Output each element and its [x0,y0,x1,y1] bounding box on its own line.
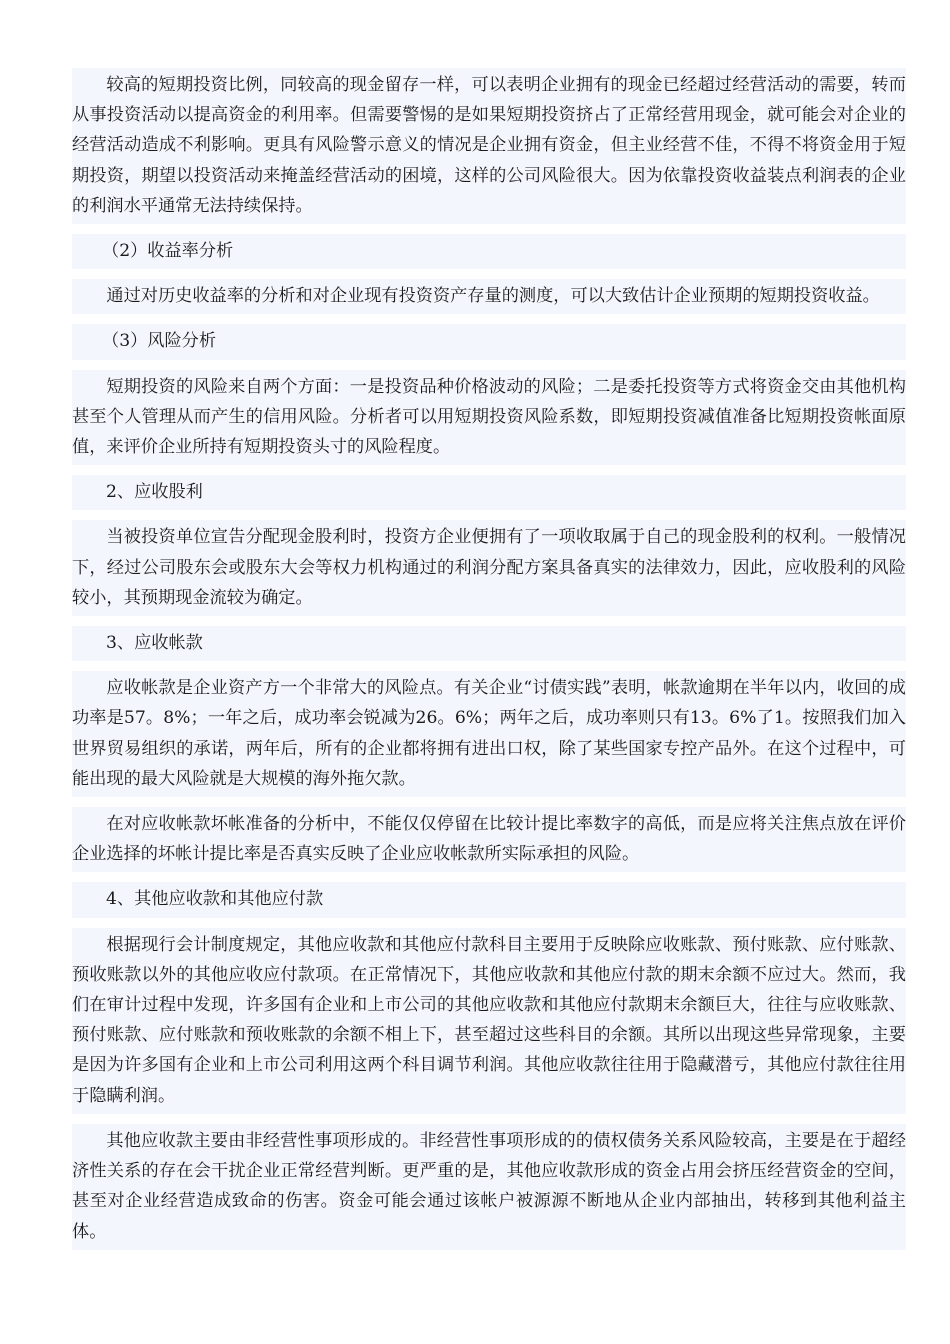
paragraph-risk: 短期投资的风险来自两个方面：一是投资品种价格波动的风险；二是委托投资等方式将资金交由其他机构甚至个人管理从而产生的信用风险。分析者可以用短期投资风险系数，即短期投资减值准备比短期投资帐面原值，来评价企业所持有短期投资头寸的风险程度。 [72,370,906,466]
paragraph-return-rate: 通过对历史收益率的分析和对企业现有投资资产存量的测度，可以大致估计企业预期的短期投资收益。 [72,279,906,314]
heading-risk-analysis: （3）风险分析 [72,324,906,359]
paragraph-bad-debt-provision: 在对应收帐款坏帐准备的分析中，不能仅仅停留在比较计提比率数字的高低，而是应将关注焦点放在评价企业选择的坏帐计提比率是否真实反映了企业应收帐款所实际承担的风险。 [72,807,906,872]
heading-accounts-receivable: 3、应收帐款 [72,626,906,661]
paragraph-other-receivables-risk: 其他应收款主要由非经营性事项形成的。非经营性事项形成的的债权债务关系风险较高，主要是在于超经济性关系的存在会干扰企业正常经营判断。更严重的是，其他应收款形成的资金占用会挤压经营资金的空间，甚至对企业经营造成致命的伤害。资金可能会通过该帐户被源源不断地从企业内部抽出，转移到其他利益主体。 [72,1124,906,1250]
paragraph-accounts-receivable: 应收帐款是企业资产方一个非常大的风险点。有关企业“讨债实践”表明，帐款逾期在半年以内，收回的成功率是57。8%；一年之后，成功率会锐减为26。6%；两年之后，成功率则只有13。6%了1。按照我们加入世界贸易组织的承诺，两年后，所有的企业都将拥有进出口权，除了某些国家专控产品外。在这个过程中，可能出现的最大风险就是大规模的海外拖欠款。 [72,671,906,797]
heading-dividends-receivable: 2、应收股利 [72,475,906,510]
paragraph-short-term-investment-ratio: 较高的短期投资比例，同较高的现金留存一样，可以表明企业拥有的现金已经超过经营活动的需要，转而从事投资活动以提高资金的利用率。但需要警惕的是如果短期投资挤占了正常经营用现金，就可能会对企业的经营活动造成不利影响。更具有风险警示意义的情况是企业拥有资金，但主业经营不佳，不得不将资金用于短期投资，期望以投资活动来掩盖经营活动的困境，这样的公司风险很大。因为依靠投资收益装点利润表的企业的利润水平通常无法持续保持。 [72,68,906,224]
paragraph-other-receivables-payables: 根据现行会计制度规定，其他应收款和其他应付款科目主要用于反映除应收账款、预付账款、应付账款、预收账款以外的其他应收应付款项。在正常情况下，其他应收款和其他应付款的期末余额不应过大。然而，我们在审计过程中发现，许多国有企业和上市公司的其他应收款和其他应付款期末余额巨大，往往与应收账款、预付账款、应付账款和预收账款的余额不相上下，甚至超过这些科目的余额。其所以出现这些异常现象，主要是因为许多国有企业和上市公司利用这两个科目调节利润。其他应收款往往用于隐藏潜亏，其他应付款往往用于隐瞒利润。 [72,928,906,1114]
heading-return-rate-analysis: （2）收益率分析 [72,234,906,269]
paragraph-dividends-receivable: 当被投资单位宣告分配现金股利时，投资方企业便拥有了一项收取属于自己的现金股利的权利。一般情况下，经过公司股东会或股东大会等权力机构通过的利润分配方案具备真实的法律效力，因此，应收股利的风险较小，其预期现金流较为确定。 [72,520,906,616]
document-body [72,68,906,1260]
heading-other-receivables-payables: 4、其他应收款和其他应付款 [72,882,906,917]
